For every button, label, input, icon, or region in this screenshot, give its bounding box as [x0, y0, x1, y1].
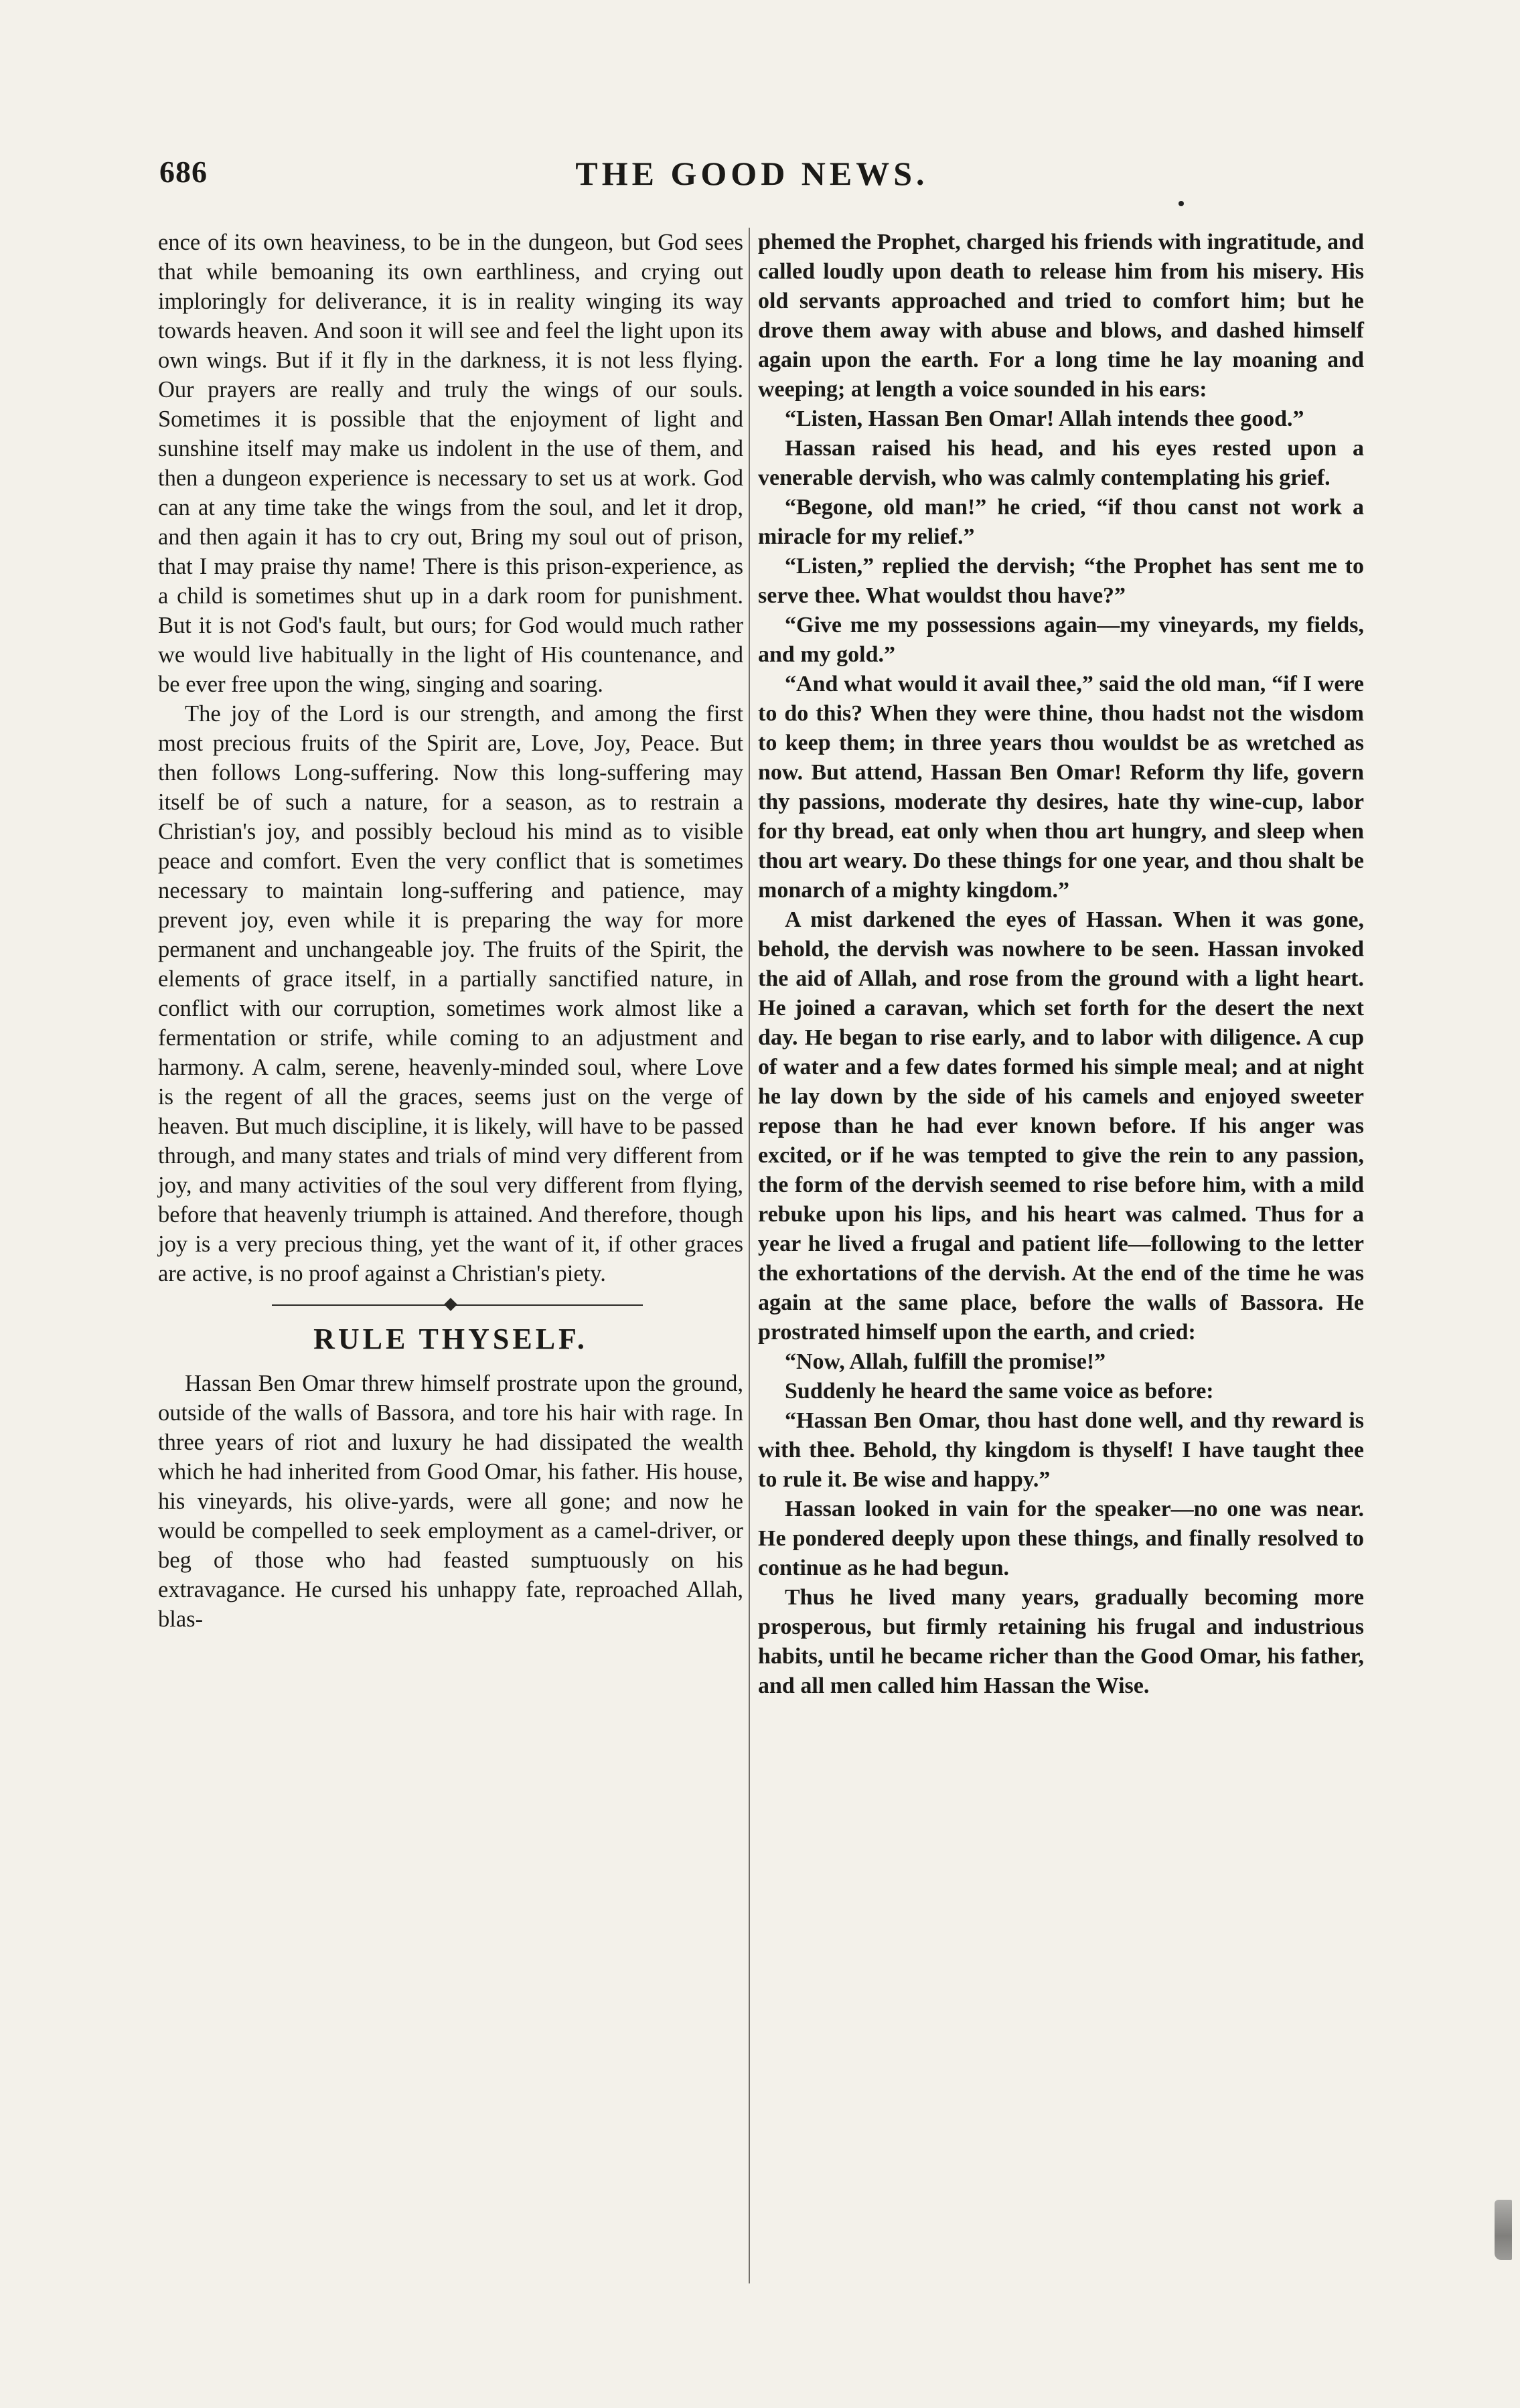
story-paragraph: Hassan raised his head, and his eyes rested upon a venerable dervish, who was calmly contemplating his grief.: [758, 436, 1364, 490]
story-paragraph: phemed the Prophet, charged his friends with ingratitude, and called loudly upon death to release him from his misery. His old servants approached and tried to comfort him; but he drove them away with abuse and blows, and dashed himself again upon the earth. For a long time he lay moaning and weeping; at length a voice sounded in his ears:: [758, 230, 1364, 402]
story-paragraph: Suddenly he heard the same voice as before:: [785, 1379, 1214, 1404]
story-paragraph: “Listen,” replied the dervish; “the Prophet has sent me to serve thee. What wouldst thou have?”: [758, 554, 1364, 608]
article-paragraph: The joy of the Lord is our strength, and among the first most precious fruits of the Spirit are, Love, Joy, Peace. But then follows Long-suffering. Now this long-suffering may itself be of such a nature, for a season, as to restrain a Christian's joy, and possibly becloud his mind as to visible peace and comfort. Even the very conflict that is sometimes necessary to maintain long-suffering and patience, may prevent joy, even while it is preparing the way for more permanent and unchangeable joy. The fruits of the Spirit, the elements of grace itself, in a partially sanctified nature, in conflict with our corruption, sometimes work almost like a fermentation or strife, while coming to an adjustment and harmony. A calm, serene, heavenly-minded soul, where Love is the regent of all the graces, seems just on the verge of heaven. But much discipline, it is likely, will have to be passed through, and many states and trials of mind very different from joy, and many activities of the soul very different from flying, before that heavenly triumph is attained. And therefore, though joy is a very precious thing, yet the want of it, if other graces are active, is no proof against a Christian's piety.: [158, 701, 743, 1286]
story-paragraph: “And what would it avail thee,” said the old man, “if I were to do this? When they were thine, thou hadst not the wisdom to keep them; in three years thou wouldst be as wretched as now. But attend, Hassan Ben Omar! Reform thy life, govern thy passions, moderate thy desires, hate thy wine-cup, labor for thy bread, eat only when thou art hungry, and sleep when thou art weary. Do these things for one year, and thou shalt be monarch of a mighty kingdom.”: [758, 672, 1364, 903]
section-title: RULE THYSELF.: [313, 1323, 588, 1355]
page-number: 686: [159, 155, 208, 189]
story-paragraph: “Now, Allah, fulfill the promise!”: [785, 1349, 1106, 1374]
story-paragraph: “Give me my possessions again—my vineyards, my fields, and my gold.”: [758, 613, 1364, 667]
divider-rule: [272, 1304, 643, 1306]
page-header: [159, 154, 1345, 208]
story-paragraph: “Listen, Hassan Ben Omar! Allah intends thee good.”: [785, 406, 1304, 431]
article-paragraph: ence of its own heaviness, to be in the dungeon, but God sees that while bemoaning its own earthliness, and crying out imploringly for deliverance, it is in reality winging its way towards heaven. And soon it will see and feel the light upon its own wings. But if it fly in the darkness, it is not less flying. Our prayers are really and truly the wings of our souls. Sometimes it is possible that the enjoyment of light and sunshine itself may make us indolent in the use of them, and then a dungeon experience is necessary to set us at work. God can at any time take the wings from the soul, and let it drop, and then again it has to cry out, Bring my soul out of prison, that I may praise thy name! There is this prison-experience, as a child is sometimes shut up in a dark room for punishment. But it is not God's fault, but ours; for God would much rather we would live habitually in the light of His countenance, and be ever free upon the wing, singing and soaring.: [158, 230, 743, 697]
story-paragraph: Thus he lived many years, gradually becoming more prosperous, but firmly retaining his frugal and industrious habits, until he became richer than the Good Omar, his father, and all men called him Hassan the Wise.: [758, 1585, 1364, 1698]
divider-ornament-icon: [444, 1298, 457, 1311]
running-title: THE GOOD NEWS.: [575, 155, 929, 192]
scan-binding-mark: [1495, 2200, 1512, 2260]
right-column: [758, 228, 1364, 1701]
story-paragraph: Hassan looked in vain for the speaker—no one was near. He pondered deeply upon these things, and finally resolved to continue as he had begun.: [758, 1497, 1364, 1580]
story-paragraph: A mist darkened the eyes of Hassan. When it was gone, behold, the dervish was nowhere to be seen. Hassan invoked the aid of Allah, and rose from the ground with a light heart. He joined a caravan, which set forth for the desert the next day. He began to rise early, and to labor with diligence. A cup of water and a few dates formed his simple meal; and at night he lay down by the side of his camels and enjoyed sweeter repose than he had ever known before. If his anger was excited, or if he was tempted to give the rein to any passion, the form of the dervish seemed to rise before him, with a mild rebuke upon his lips, and his heart was calmed. Thus for a year he lived a frugal and patient life—following to the letter the exhortations of the dervish. At the end of the time he was again at the same place, before the walls of Bassora. He prostrated himself upon the earth, and cried:: [758, 907, 1364, 1345]
section-divider: [158, 1298, 743, 1312]
story-paragraph: “Hassan Ben Omar, thou hast done well, and thy reward is with thee. Behold, thy kingdom is thyself! I have taught thee to rule it. Be wise and happy.”: [758, 1408, 1364, 1492]
story-paragraph: Hassan Ben Omar threw himself prostrate upon the ground, outside of the walls of Bassora, and tore his hair with rage. In three years of riot and luxury he had dissipated the wealth which he had inherited from Good Omar, his father. His house, his vineyards, his olive-yards, were all gone; and now he would be compelled to seek employment as a camel-driver, or beg of those who had feasted sumptuously on his extravagance. He cursed his unhappy fate, reproached Allah, blas-: [158, 1371, 743, 1632]
left-column: [158, 228, 743, 1634]
column-rule: [749, 228, 750, 2283]
print-speck: [1179, 201, 1184, 206]
story-paragraph: “Begone, old man!” he cried, “if thou canst not work a miracle for my relief.”: [758, 495, 1364, 549]
